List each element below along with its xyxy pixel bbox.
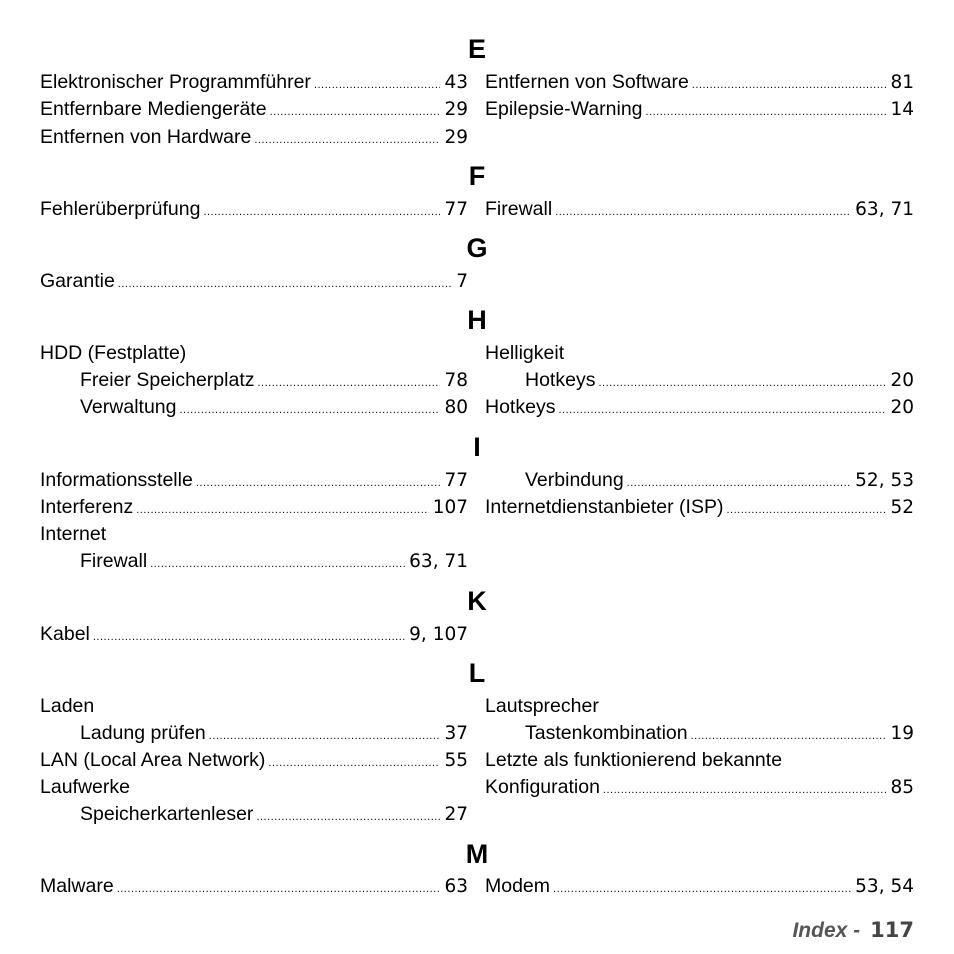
- index-subentry[interactable]: [525, 367, 914, 396]
- section-letter-h: H: [467, 305, 487, 335]
- leader-dots: [179, 397, 440, 423]
- index-entry[interactable]: [485, 96, 914, 125]
- leader-dots: [256, 804, 440, 830]
- leader-dots: [646, 99, 887, 125]
- leader-dots: [555, 199, 851, 225]
- index-entry[interactable]: [40, 69, 468, 98]
- section-letter-k: K: [467, 586, 487, 616]
- entry-page: 19: [890, 723, 914, 744]
- leader-dots: [627, 470, 851, 496]
- index-entry[interactable]: [40, 621, 468, 650]
- entry-label: Freier Speicherplatz: [80, 369, 255, 391]
- index-heading-entry[interactable]: Lautsprecher: [485, 695, 599, 717]
- leader-dots: [558, 397, 886, 423]
- entry-page: 77: [444, 199, 468, 220]
- entry-page: 37: [444, 723, 468, 744]
- leader-dots: [93, 624, 405, 650]
- entry-page: 55: [444, 750, 468, 771]
- index-heading-entry[interactable]: Letzte als funktionierend bekannte: [485, 749, 783, 771]
- entry-page: 85: [890, 777, 914, 798]
- index-entry[interactable]: [40, 747, 468, 776]
- entry-page: 52: [890, 497, 914, 518]
- section-letter-g: G: [466, 233, 488, 263]
- entry-label: Entfernbare Mediengeräte: [40, 98, 267, 120]
- index-entry[interactable]: [40, 467, 468, 496]
- entry-page: 80: [444, 397, 468, 418]
- entry-label: Firewall: [485, 198, 553, 220]
- entry-page: 14: [890, 99, 914, 120]
- entry-label: Garantie: [40, 270, 115, 292]
- entry-label: Hotkeys: [525, 369, 596, 391]
- entry-page: 77: [444, 470, 468, 491]
- index-entry[interactable]: [485, 774, 914, 803]
- index-subentry[interactable]: [525, 720, 914, 749]
- entry-label: Entfernen von Hardware: [40, 126, 252, 148]
- index-entry[interactable]: [40, 873, 468, 902]
- leader-dots: [268, 750, 440, 776]
- entry-page: 107: [432, 497, 468, 518]
- section-letter-m: M: [465, 839, 489, 869]
- index-heading-entry[interactable]: Helligkeit: [485, 342, 565, 364]
- entry-page: 43: [444, 72, 468, 93]
- index-heading-entry[interactable]: Laden: [40, 695, 95, 717]
- index-heading-entry[interactable]: HDD (Festplatte): [40, 342, 187, 364]
- index-subentry[interactable]: [80, 548, 468, 577]
- entry-label: Verwaltung: [80, 396, 177, 418]
- index-entry[interactable]: [40, 124, 468, 153]
- leader-dots: [258, 370, 441, 396]
- entry-label: Ladung prüfen: [80, 722, 206, 744]
- index-entry[interactable]: [485, 494, 914, 523]
- entry-page: 63: [444, 876, 468, 897]
- leader-dots: [726, 497, 886, 523]
- index-heading-entry[interactable]: Internet: [40, 523, 107, 545]
- leader-dots: [553, 876, 851, 902]
- entry-page: 27: [444, 804, 468, 825]
- leader-dots: [692, 72, 887, 98]
- entry-label: Hotkeys: [485, 396, 556, 418]
- leader-dots: [254, 127, 440, 153]
- section-letter-i: I: [473, 432, 481, 462]
- leader-dots: [314, 72, 441, 98]
- section-letter-f: F: [468, 161, 486, 191]
- index-entry[interactable]: [485, 69, 914, 98]
- index-subentry[interactable]: [80, 801, 468, 830]
- entry-label: Konfiguration: [485, 776, 600, 798]
- leader-dots: [209, 723, 441, 749]
- entry-label: Malware: [40, 875, 114, 897]
- index-entry[interactable]: [40, 196, 468, 225]
- entry-page: 63, 71: [409, 551, 468, 572]
- entry-page: 78: [444, 370, 468, 391]
- section-letter-e: E: [467, 34, 486, 64]
- entry-page: 7: [456, 271, 468, 292]
- leader-dots: [598, 370, 886, 396]
- leader-dots: [196, 470, 441, 496]
- footer-title: Index -: [792, 919, 861, 942]
- index-entry[interactable]: [485, 873, 914, 902]
- entry-page: 20: [890, 397, 914, 418]
- entry-label: Elektronischer Programmführer: [40, 71, 311, 93]
- entry-label: Modem: [485, 875, 551, 897]
- entry-page: 52, 53: [855, 470, 914, 491]
- entry-page: 53, 54: [855, 876, 914, 897]
- index-entry[interactable]: [40, 268, 468, 297]
- leader-dots: [117, 876, 441, 902]
- entry-label: Entfernen von Software: [485, 71, 689, 93]
- entry-label: Speicherkartenleser: [80, 803, 254, 825]
- index-entry[interactable]: [40, 494, 468, 523]
- entry-page: 20: [890, 370, 914, 391]
- index-subentry[interactable]: [525, 467, 914, 496]
- index-subentry[interactable]: [80, 394, 468, 423]
- page-number: 117: [870, 918, 914, 942]
- entry-page: 29: [444, 127, 468, 148]
- leader-dots: [150, 551, 405, 577]
- index-subentry[interactable]: [80, 720, 468, 749]
- entry-label: Internetdienstanbieter (ISP): [485, 496, 724, 518]
- leader-dots: [691, 723, 887, 749]
- section-letter-l: L: [468, 658, 486, 688]
- index-subentry[interactable]: [80, 367, 468, 396]
- index-entry[interactable]: [485, 196, 914, 225]
- entry-page: 29: [444, 99, 468, 120]
- entry-label: Firewall: [80, 550, 148, 572]
- entry-label: Interferenz: [40, 496, 134, 518]
- entry-label: Informationsstelle: [40, 469, 193, 491]
- entry-page: 63, 71: [855, 199, 914, 220]
- entry-label: Epilepsie-Warning: [485, 98, 643, 120]
- entry-label: Tastenkombination: [525, 722, 688, 744]
- leader-dots: [203, 199, 440, 225]
- leader-dots: [118, 271, 452, 297]
- entry-label: Fehlerüberprüfung: [40, 198, 201, 220]
- entry-label: Kabel: [40, 623, 90, 645]
- index-heading-entry[interactable]: Laufwerke: [40, 776, 130, 798]
- index-entry[interactable]: [485, 394, 914, 423]
- entry-label: Verbindung: [525, 469, 624, 491]
- leader-dots: [603, 777, 887, 803]
- entry-page: 81: [890, 72, 914, 93]
- entry-label: LAN (Local Area Network): [40, 749, 266, 771]
- index-entry[interactable]: [40, 96, 468, 125]
- page-footer: [792, 916, 914, 945]
- leader-dots: [270, 99, 441, 125]
- leader-dots: [136, 497, 428, 523]
- entry-page: 9, 107: [409, 624, 468, 645]
